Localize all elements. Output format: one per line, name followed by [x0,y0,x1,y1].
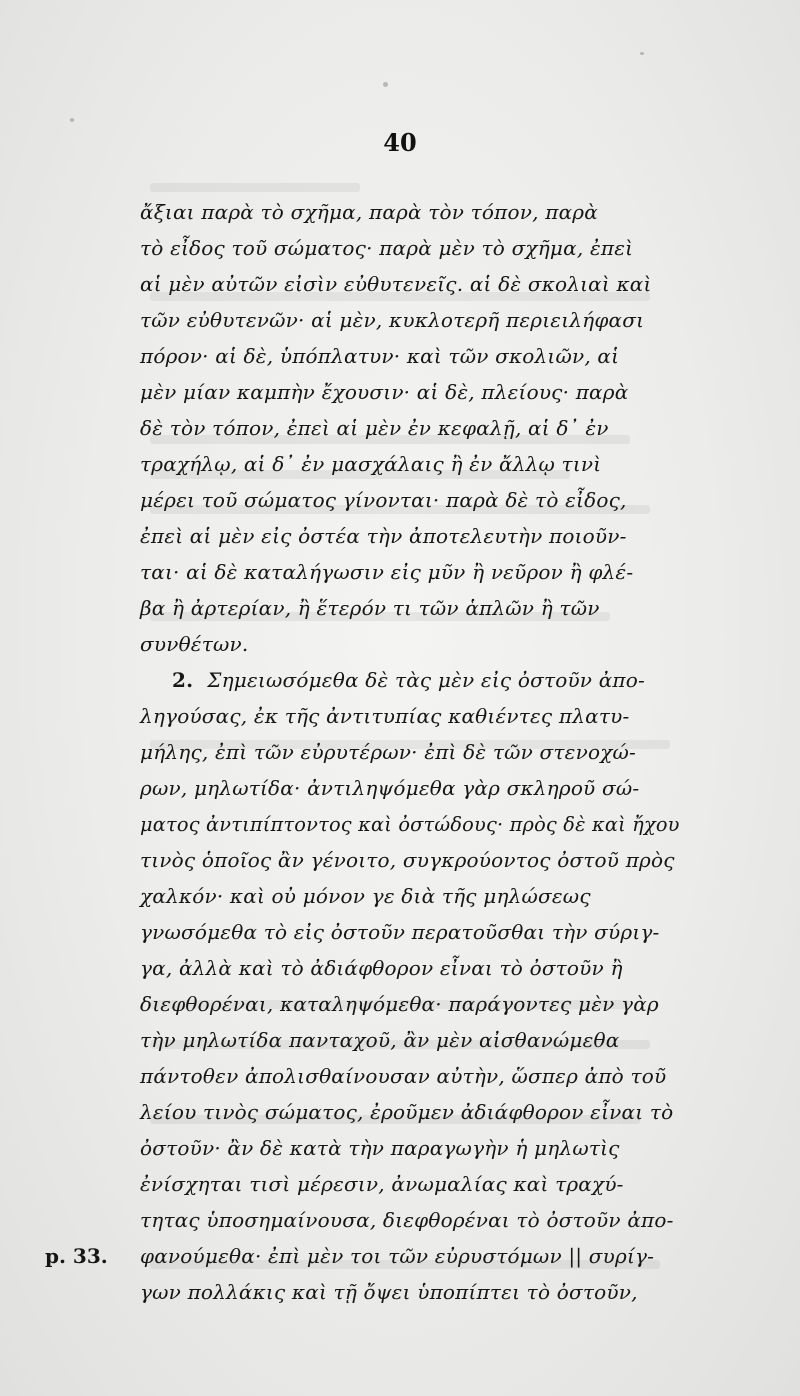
text-line: βα ἢ ἀρτερίαν, ἢ ἕτερόν τι τῶν ἁπλῶν ἢ τῶν [140,596,600,620]
text-line: τῶν εὐθυτενῶν· αἱ μὲν, κυκλοτερῆ περιειλήφασι [140,308,645,332]
text-line: γνωσόμεθα τὸ εἰς ὀστοῦν περατοῦσθαι τὴν σύριγ- [140,920,660,944]
text-line: τινὸς ὁποῖος ἂν γένοιτο, συγκρούοντος ὀστοῦ πρὸς [140,848,675,872]
text-line: τὴν μηλωτίδα πανταχοῦ, ἂν μὲν αἰσθανώμεθα [140,1028,620,1052]
text-line: Σημειωσόμεθα δὲ τὰς μὲν εἰς ὀστοῦν ἀπο- [207,668,645,692]
text-line: ἐνίσχηται τισὶ μέρεσιν, ἀνωμαλίας καὶ τραχύ- [140,1172,624,1196]
text-line: πάντοθεν ἀπολισθαίνουσαν αὐτὴν, ὥσπερ ἀπὸ τοῦ [140,1064,667,1088]
text-line: ται· αἱ δὲ καταλήγωσιν εἰς μῦν ἢ νεῦρον ἢ φλέ- [140,560,634,584]
text-line: λείου τινὸς σώματος, ἐροῦμεν ἀδιάφθορον εἶναι τὸ [140,1100,674,1124]
text-line: γα, ἀλλὰ καὶ τὸ ἀδιάφθορον εἶναι τὸ ὀστοῦν ἢ [140,956,623,980]
section-number: 2. [172,668,194,692]
margin-page-reference: p. 33. [45,1244,108,1268]
text-line: τὸ εἶδος τοῦ σώματος· παρὰ μὲν τὸ σχῆμα, ἐπεὶ [140,236,634,260]
paper-speck [640,52,644,55]
text-line: ματος ἀντιπίπτοντος καὶ ὀστώδους· πρὸς δὲ καὶ ἤχου [140,812,680,836]
section-first-line [172,666,707,694]
text-line: πόρον· αἱ δὲ, ὑπόπλατυν· καὶ τῶν σκολιῶν, αἱ [140,344,620,368]
text-line: χαλκόν· καὶ οὐ μόνον γε διὰ τῆς μηλώσεως [140,884,591,908]
page-number: 40 [383,128,417,157]
text-line: ρων, μηλωτίδα· ἀντιληψόμεθα γὰρ σκληροῦ σώ- [140,776,640,800]
text-line: αἱ μὲν αὐτῶν εἰσὶν εὐθυτενεῖς. αἱ δὲ σκολιαὶ καὶ [140,272,652,296]
paper-speck [383,82,388,87]
text-line: ἐπεὶ αἱ μὲν εἰς ὀστέα τὴν ἀποτελευτὴν ποιοῦν- [140,524,627,548]
text-line: ἄξιαι παρὰ τὸ σχῆμα, παρὰ τὸν τόπον, παρὰ [140,200,598,224]
text-line: δὲ τὸν τόπον, ἐπεὶ αἱ μὲν ἐν κεφαλῇ, αἱ δ᾽ ἐν [140,416,609,440]
text-line: τητας ὑποσημαίνουσα, διεφθορέναι τὸ ὀστοῦν ἀπο- [140,1208,674,1232]
text-line: μὲν μίαν καμπὴν ἔχουσιν· αἱ δὲ, πλείους· παρὰ [140,380,629,404]
text-line: μήλης, ἐπὶ τῶν εὐρυτέρων· ἐπὶ δὲ τῶν στενοχώ- [140,740,636,764]
text-line: γων πολλάκις καὶ τῇ ὄψει ὑποπίπτει τὸ ὀστοῦν, [140,1280,638,1304]
text-line: μέρει τοῦ σώματος γίνονται· παρὰ δὲ τὸ εἶδος, [140,488,627,512]
text-line: φανούμεθα· ἐπὶ μὲν τοι τῶν εὐρυστόμων || συρίγ- [140,1244,655,1268]
text-line: συνθέτων. [140,632,249,656]
text-line: ὀστοῦν· ἂν δὲ κατὰ τὴν παραγωγὴν ἡ μηλωτὶς [140,1136,620,1160]
paper-speck [70,118,74,122]
text-line: τραχήλῳ, αἱ δ᾽ ἐν μασχάλαις ἢ ἐν ἄλλῳ τινὶ [140,452,602,476]
text-line: ληγούσας, ἐκ τῆς ἀντιτυπίας καθιέντες πλατυ- [140,704,630,728]
text-line: διεφθορέναι, καταληψόμεθα· παράγοντες μὲν γὰρ [140,992,659,1016]
